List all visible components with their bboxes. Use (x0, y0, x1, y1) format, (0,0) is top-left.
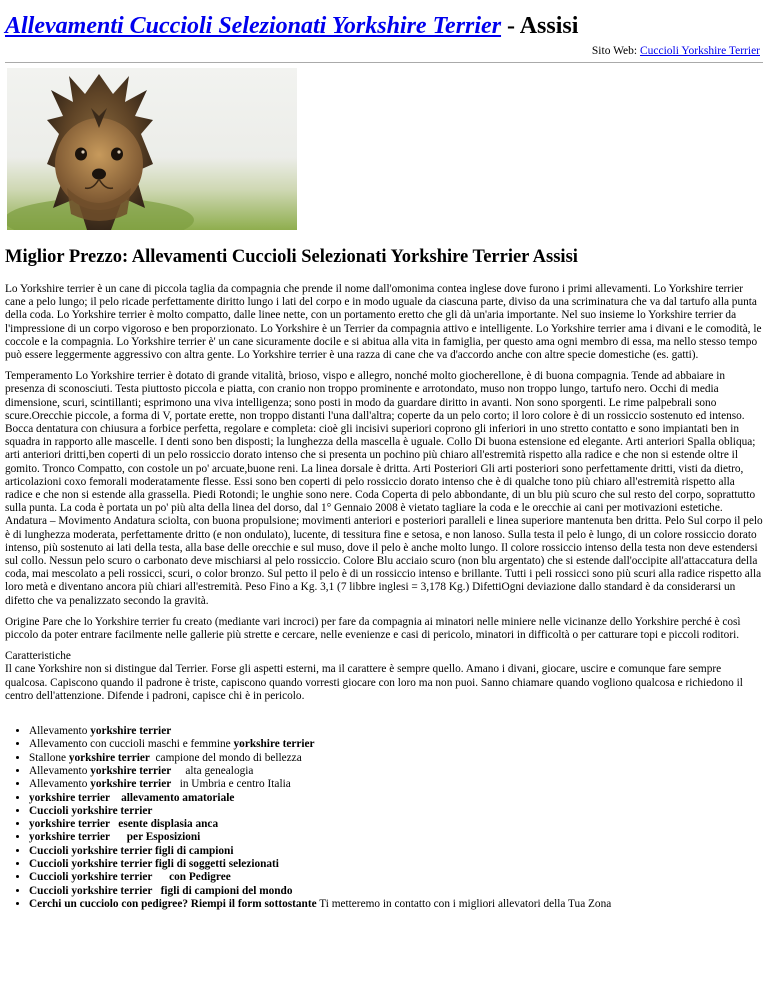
list-item: • Allevamento yorkshire terrier in Umbria e centro Italia (29, 778, 763, 791)
website-link[interactable]: Cuccioli Yorkshire Terrier (639, 45, 760, 57)
website-label: Sito Web: (591, 45, 640, 57)
temperament-paragraph: Temperamento Lo Yorkshire terrier è dotato di grande vitalità, brioso, vispo e allegro, nonché molto giocherellone, è di buona compagnia. Tende ad abbaiare in presenza di sconosciuti. Testa piuttosto piccola e piatta, con cranio non troppo prominente e arrotondato, muso non troppo lungo, tartufo nero. Occhi di media dimensione, scuri, scintillanti; esprimono una viva intelligenza; sono posti in modo da guardare diritto in avanti. Non sono sporgenti. Le rime palpebrali sono scure.Orecchie piccole, a forma di V, portate erette, non troppo distanti l'una dall'altra; coperte da un pelo corto; il loro colore è di un rossiccio sostenuto ed intenso. Bocca dentatura con chiusura a forbice perfetta, regolare e completa: cioè gli incisivi superiori coprono gli inferiori in uno stretto contatto e sono impiantati ben in squadra in rapporto alle mascelle. I denti sono ben disposti; la lunghezza della mascella è uguale. Collo Di buona estensione ed elegante. Arti anteriori Spalla obliqua; arti anteriori dritti,ben coperti di un pelo rossiccio dorato intenso che si presenta un pochino più chiaro all'estremità rispetto alla radice e che non si estende oltre il gomito. Tronco Compatto, con costole un po' arcuate,buone reni. La linea dorsale è dritta. Arti Posteriori Gli arti posteriori sono perfettamente dritti, visti da dietro, articolazioni coxo femorali moderatamente flesse. Essi sono ben coperti di pelo rossiccio dorato intenso che è di qualche tono più chiaro all'estremità rispetto alla radice e che non si estende alla grassella. Piedi Rotondi; le unghie sono nere. Coda Coperta di pelo abbondante, di un blu più scuro che sul resto del corpo, soprattutto sulla punta. La coda è portata un po' più alta della linea del dorso, dal 1° Gennaio 2008 è vietato tagliare la coda e le orecchie ai cani per motivazioni estetiche. Andatura – Movimento Andatura sciolta, con buona propulsione; movimenti anteriori e posteriori paralleli e linea superiore mantenuta ben dritta. Pelo Sul corpo il pelo è di lunghezza moderata, perfettamente dritto (e non ondulato), lucente, di tessitura fine e setosa, e non lanoso. Sulla testa il pelo è lungo, di un colore rossiccio dorato intenso, più sostenuto ai lati della testa, alla base delle orecchie e sul muso, dove il pelo è anche molto lungo. Il colore rossiccio intenso della testa non deve estendersi sul collo. Nessun pelo scuro o carbonato deve mischiarsi al pelo rossiccio. Colore Blu acciaio scuro (non blu argentato) che si estende dall'occipite all'attaccatura della coda, mai mescolato a peli rossicci, scuri, o color bronzo. Sul petto il pelo è di un rossiccio intenso e brillante. Tutti i peli rossicci sono più scuri alla radice rispetto alla loro metà e diventano ancora più chiari all'estremità. Peso Fino a Kg. 3,1 (7 libbre inglesi = 3,178 Kg.) DifettiOgni deviazione dallo standard è da considerarsi un difetto che va penalizzato secondo la gravità. (5, 370, 763, 607)
list-item: • Cuccioli yorkshire terrier con Pedigree (29, 871, 763, 884)
list-item: • Allevamento yorkshire terrier alta genealogia (29, 765, 763, 778)
list-item: • Cuccioli yorkshire terrier figli di campioni del mondo (29, 885, 763, 898)
title-suffix: - Assisi (501, 13, 579, 39)
section-heading: Miglior Prezzo: Allevamenti Cuccioli Selezionati Yorkshire Terrier Assisi (5, 247, 578, 267)
list-item: • Cuccioli yorkshire terrier (29, 805, 763, 818)
characteristics-paragraph (5, 650, 763, 703)
list-item: • yorkshire terrier esente displasia anca (29, 818, 763, 831)
characteristics-text: Il cane Yorkshire non si distingue dal Terrier. Forse gli aspetti esterni, ma il carattere è sempre quello. Amano i divani, giocare, uscire e comunque fare sempre qualcosa. Capiscono quando il padrone è triste, capiscono quando vorresti giocare con loro ma non puoi. Sanno chiamare quando vogliono qualcosa e richiedono il centro dell'attenzione. Difende i padroni, capisce chi è in pericolo. (5, 663, 743, 702)
list-item: • Allevamento con cuccioli maschi e femmine yorkshire terrier (29, 738, 763, 751)
divider (5, 62, 763, 63)
yorkshire-terrier-photo (7, 68, 297, 230)
list-item: • yorkshire terrier per Esposizioni (29, 831, 763, 844)
origin-paragraph: Origine Pare che lo Yorkshire terrier fu creato (mediante vari incroci) per fare da compagnia ai minatori nelle miniere nelle vicinanze dello Yorkshire perché è così piccolo da poter entrare facilmente nelle gallerie più strette e cercare, nelle evenienze e casi di pericolo, minatori in difficoltà o per catturare topi e piccoli roditori. (5, 615, 741, 642)
list-item: • Allevamento yorkshire terrier (29, 725, 763, 738)
list-item: • Cerchi un cucciolo con pedigree? Riempi il form sottostante Ti metteremo in contatto con i migliori allevatori della Tua Zona (29, 898, 763, 911)
characteristics-title: Caratteristiche (5, 650, 71, 663)
services-list (5, 725, 763, 911)
website-line (5, 44, 763, 58)
list-item: • Stallone yorkshire terrier campione del mondo di bellezza (29, 752, 763, 765)
list-item: • Cuccioli yorkshire terrier figli di campioni (29, 845, 763, 858)
list-item: • yorkshire terrier allevamento amatoriale (29, 792, 763, 805)
intro-paragraph: Lo Yorkshire terrier è un cane di piccola taglia da compagnia che prende il nome dall'omonima contea inglese dove furono i primi allevamenti. Lo Yorkshire terrier cane a pelo lungo; il pelo ricade perfettamente diritto lungo i lati del corpo e in modo uguale da ciascuna parte, diviso da una scriminatura che va dal tartufo alla punta della coda. Lo Yorkshire terrier è molto compatto, dalle linee nette, con un portamento eretto che gli dà un'aria importante. Nel suo insieme lo Yorkshire terrier da l'impressione di un corpo vigoroso e ben proporzionato. Lo Yorkshire è un Terrier da compagnia attivo e intelligente. Lo Yorkshire terrier ama i divani e le comodità, le coccole e la compagnia. Lo Yorkshire terrier è' un cane sicuramente docile e si abitua alla vita in famiglia, per questo ama ogni membro di essa, ma nello stesso tempo può essere leggermente aggressivo con altra gente. Lo Yorkshire terrier è una razza di cane che va d'accordo anche con altre specie domestiche (es. gatti). (5, 283, 762, 362)
list-item: • Cuccioli yorkshire terrier figli di soggetti selezionati (29, 858, 763, 871)
title-link[interactable]: Allevamenti Cuccioli Selezionati Yorkshire Terrier (5, 13, 502, 39)
page-title (5, 12, 763, 40)
